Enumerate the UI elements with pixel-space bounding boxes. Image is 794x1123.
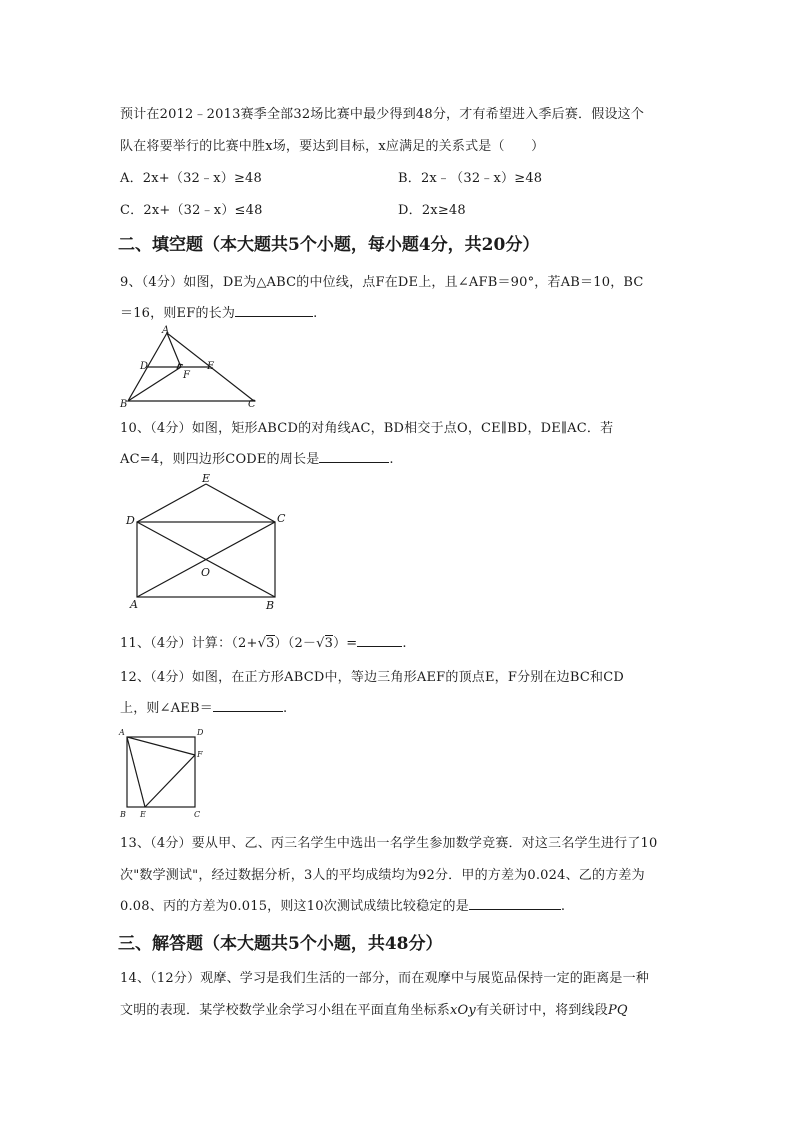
q10-label-b: B	[266, 599, 275, 612]
q11-radicand2: 3	[324, 636, 334, 651]
q14-line1: 14、（12分）观摩、学习是我们生活的一部分，而在观摩中与展览品保持一定的距离是一种	[120, 971, 649, 986]
q11-mid: ）（2－	[274, 636, 317, 651]
q14-text-a: 文明的表现．某学校数学业余学习小组在平面直角坐标系	[120, 1003, 451, 1018]
q9-answer-blank[interactable]	[235, 304, 313, 317]
q9-prompt: ＝16，则EF的长为	[120, 306, 236, 321]
q9-period: .	[313, 306, 318, 321]
q14-var-xoy: xOy	[450, 1003, 476, 1018]
q8-option-c: C．2x+（32﹣x）≤48	[120, 203, 263, 218]
q14-text-b: 有关研讨中，将到线段	[475, 1003, 608, 1018]
q14-var-pq: PQ	[607, 1003, 628, 1018]
q13-period: .	[560, 899, 566, 914]
q10-period: .	[389, 452, 394, 467]
q10-label-o: O	[201, 566, 211, 579]
q11-radicand1: 3	[266, 636, 275, 651]
q14-line2	[120, 999, 628, 1018]
q13-line2: 次"数学测试"，经过数据分析，3人的平均成绩均为92分．甲的方差为0.024、乙的方差为	[120, 868, 645, 883]
q9-label-e: E	[207, 361, 215, 372]
q12-line2	[120, 697, 287, 716]
q9-label-b: B	[120, 399, 128, 409]
q11-answer-blank[interactable]	[357, 634, 402, 647]
q12-label-d: D	[197, 728, 204, 737]
q12-label-e: E	[140, 810, 146, 819]
q11-period: .	[402, 636, 407, 651]
q11-suffix: ）=	[333, 636, 358, 651]
section2-title: 二、填空题（本大题共5个小题，每小题4分，共20分）	[118, 235, 540, 255]
q12-label-a: A	[119, 728, 125, 737]
q13-answer-blank[interactable]	[469, 897, 561, 910]
q10-line2	[120, 448, 394, 467]
q10-line1: 10、（4分）如图，矩形ABCD的对角线AC，BD相交于点O，CE∥BD，DE∥AC．若	[120, 421, 614, 436]
q9-line2	[120, 302, 317, 321]
q12-period: .	[282, 701, 288, 716]
q12-prompt: 上，则∠AEB＝	[120, 701, 213, 716]
q13-prompt: 0.08、丙的方差为0.015，则这10次测试成绩比较稳定的是	[120, 899, 469, 914]
q8-option-b: B．2x﹣（32﹣x）≥48	[398, 171, 543, 186]
q8-line2: 队在将要举行的比赛中胜x场，要达到目标，x应满足的关系式是（ ）	[120, 139, 545, 154]
q10-label-e: E	[202, 472, 211, 485]
q10-label-a: A	[130, 598, 138, 611]
q12-label-c: C	[194, 810, 201, 819]
q12-square-figure	[118, 726, 210, 820]
q10-rectangle-figure	[120, 470, 290, 615]
q13-line1: 13、（4分）要从甲、乙、丙三名学生中选出一名学生参加数学竞赛．对这三名学生进行了10	[120, 836, 658, 851]
q8-line1: 预计在2012﹣2013赛季全部32场比赛中最少得到48分，才有希望进入季后赛．假设这个	[120, 107, 645, 122]
q8-option-d: D．2x≥48	[398, 203, 466, 218]
sqrt-symbol: √	[316, 636, 325, 651]
q10-label-c: C	[277, 512, 286, 525]
q9-triangle-figure	[118, 325, 258, 409]
q10-label-d: D	[126, 514, 135, 527]
q12-label-f: F	[197, 750, 203, 759]
q12-label-b: B	[120, 810, 126, 819]
q9-label-a: A	[162, 325, 170, 336]
section3-title: 三、解答题（本大题共5个小题，共48分）	[118, 934, 443, 954]
q9-label-c: C	[248, 399, 256, 409]
q9-label-f: F	[183, 370, 190, 381]
q13-line3	[120, 895, 565, 914]
q9-label-d: D	[140, 361, 149, 372]
q10-prompt: AC=4，则四边形CODE的周长是	[120, 452, 320, 467]
sqrt-symbol: √	[257, 636, 267, 651]
q11-line	[120, 632, 407, 651]
q12-line1: 12、（4分）如图，在正方形ABCD中，等边三角形AEF的顶点E，F分别在边BC和CD	[120, 670, 624, 685]
q8-option-a: A．2x+（32﹣x）≥48	[120, 171, 262, 186]
q11-prefix: 11、（4分）计算：（2+	[120, 636, 258, 651]
q12-answer-blank[interactable]	[213, 699, 283, 712]
q9-line1: 9、（4分）如图，DE为△ABC的中位线，点F在DE上，且∠AFB＝90°，若AB＝10，BC	[120, 275, 644, 290]
q10-answer-blank[interactable]	[319, 450, 389, 463]
